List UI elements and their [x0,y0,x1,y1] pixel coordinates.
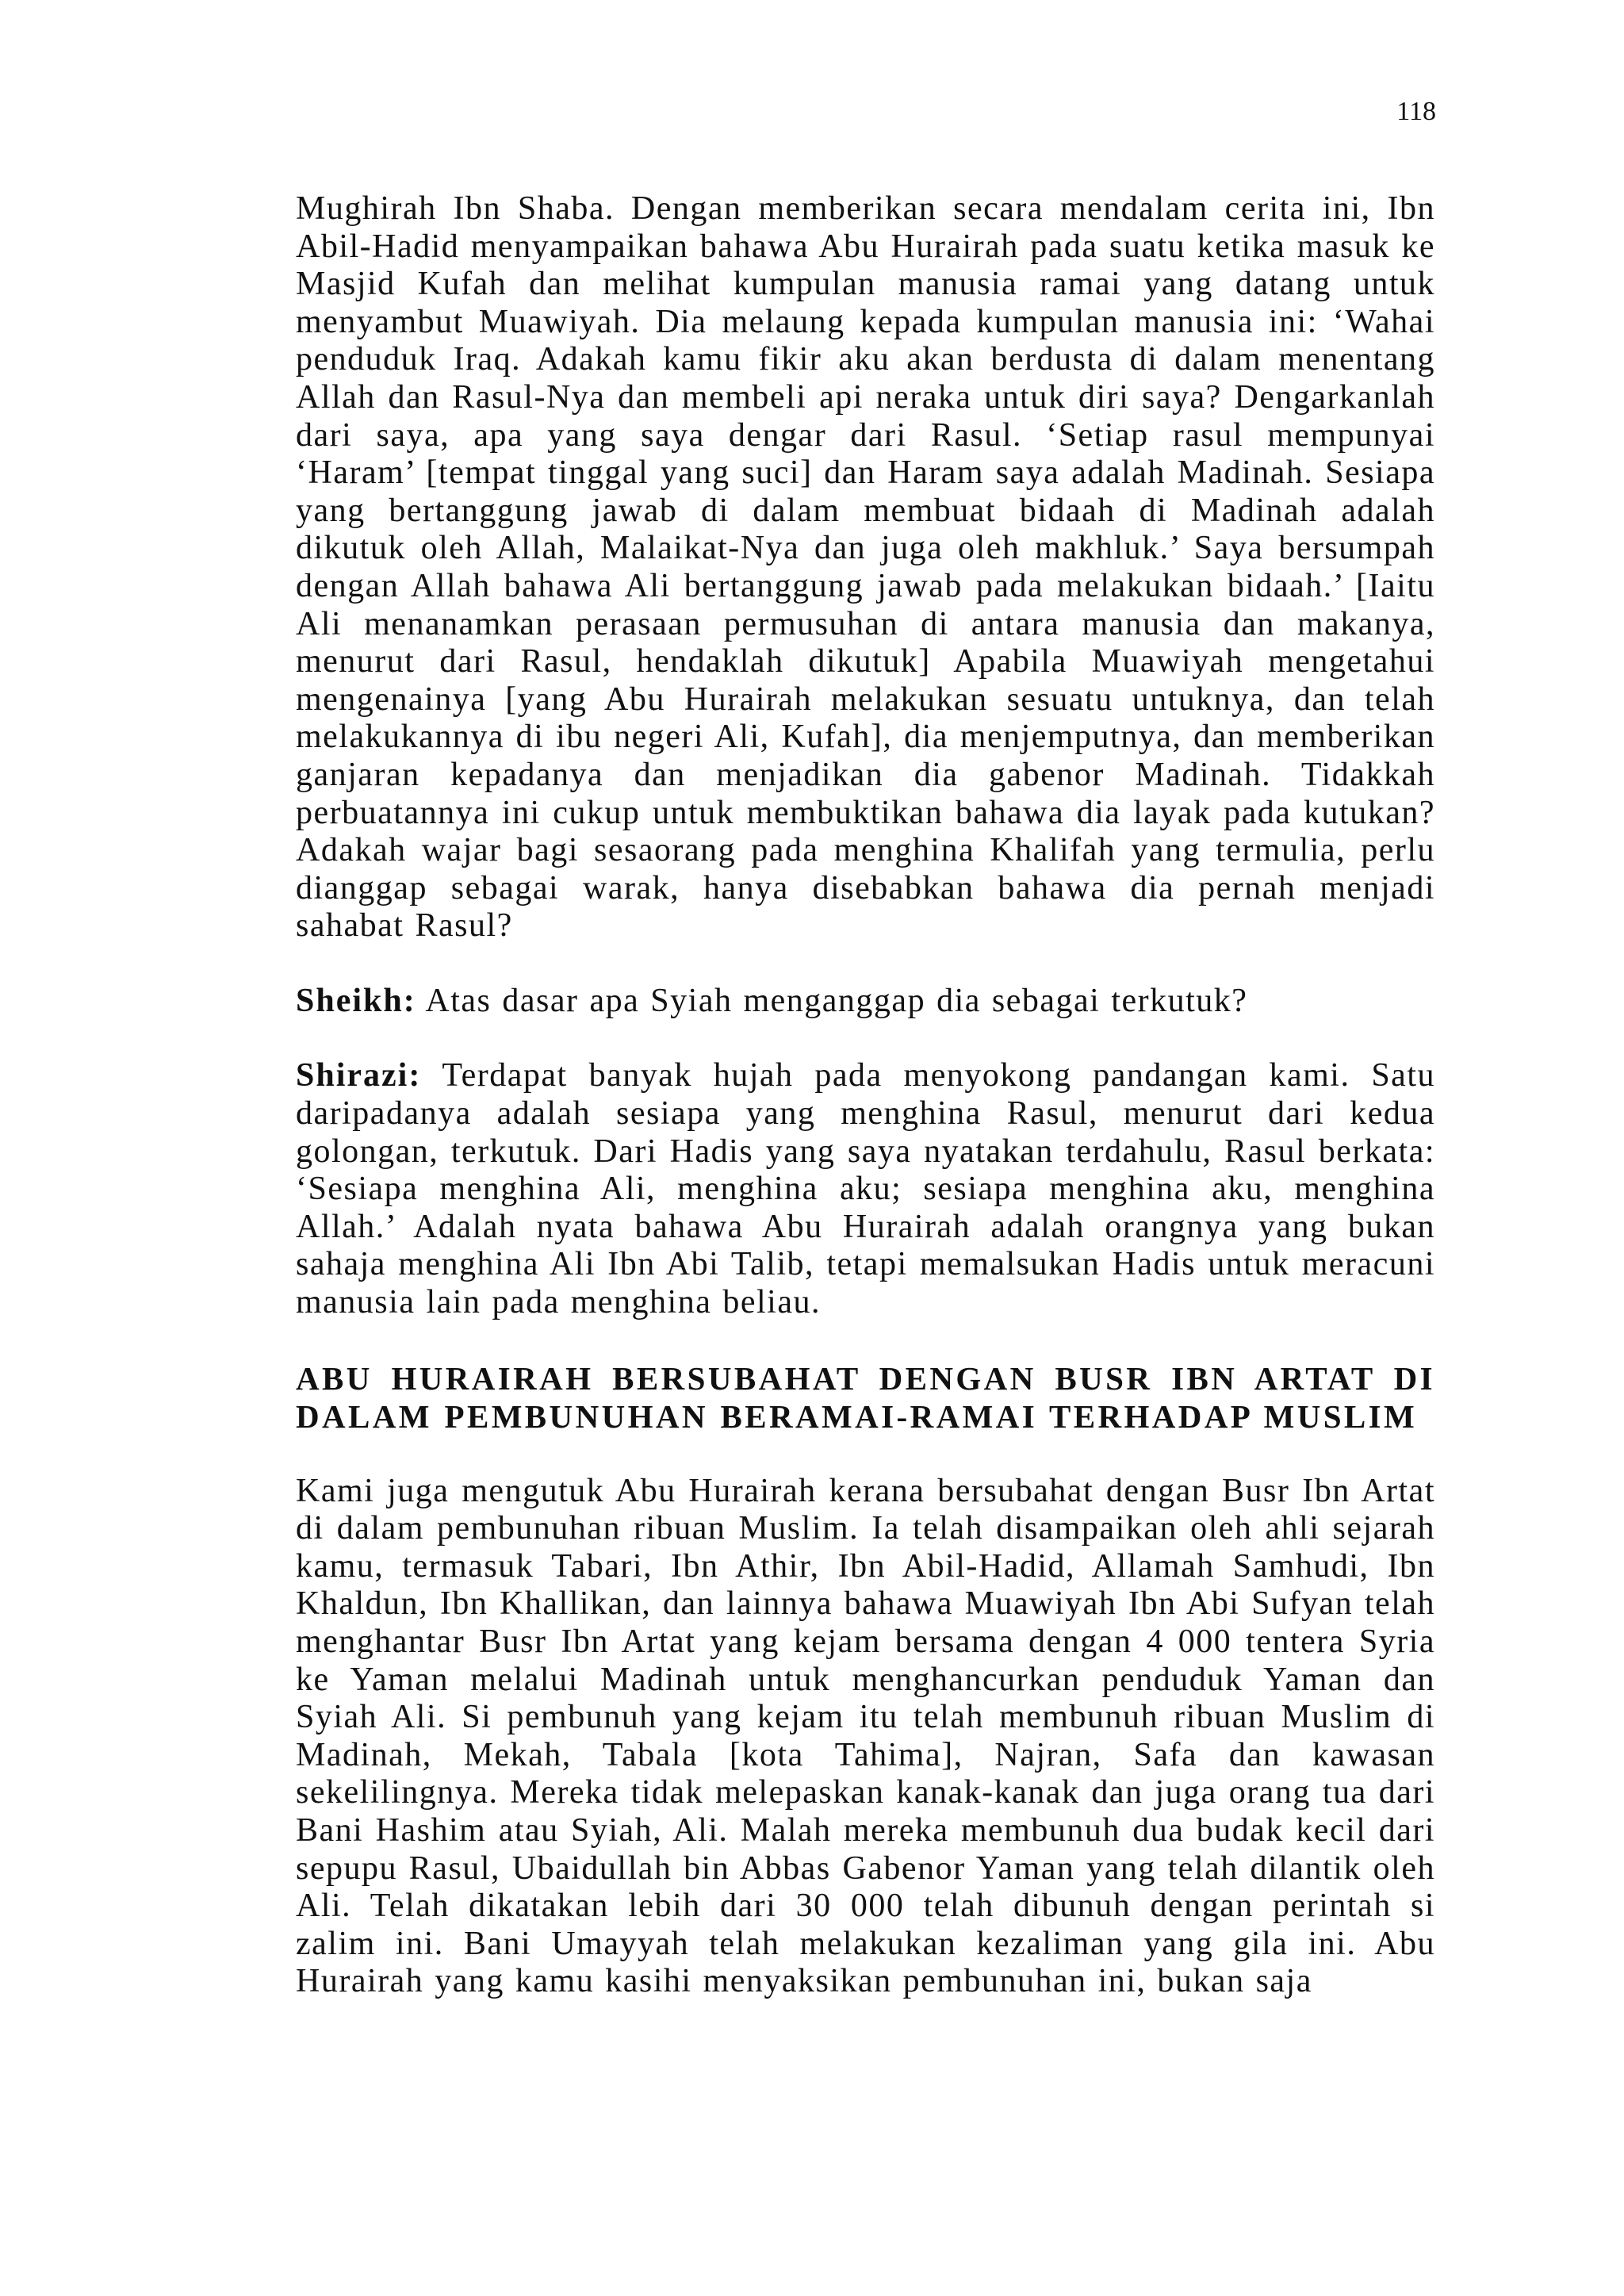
shirazi-answer-text: Terdapat banyak hujah pada menyokong pandangan kami. Satu daripadanya adalah sesiapa yang menghina Rasul, menurut dari kedua golongan, terkutuk. Dari Hadis yang saya nyatakan terdahulu, Rasul berkata: ‘Sesiapa menghina Ali, menghina aku; sesiapa menghina aku, menghina Allah.’ Adalah nyata bahawa Abu Hurairah adalah orangnya yang bukan sahaja menghina Ali Ibn Abi Talib, tetapi memalsukan Hadis untuk meracuni manusia lain pada menghina beliau. [296,1057,1435,1321]
paragraph-busr-ibn-artat: Kami juga mengutuk Abu Hurairah kerana bersubahat dengan Busr Ibn Artat di dalam pembunuhan ribuan Muslim. Ia telah disampaikan oleh ahli sejarah kamu, termasuk Tabari, Ibn Athir, Ibn Abil-Hadid, Allamah Samhudi, Ibn Khaldun, Ibn Khallikan, dan lainnya bahawa Muawiyah Ibn Abi Sufyan telah menghantar Busr Ibn Artat yang kejam bersama dengan 4 000 tentera Syria ke Yaman melalui Madinah untuk menghancurkan penduduk Yaman dan Syiah Ali. Si pembunuh yang kejam itu telah membunuh ribuan Muslim di Madinah, Mekah, Tabala [kota Tahima], Najran, Safa dan kawasan sekelilingnya. Mereka tidak melepaskan kanak-kanak dan juga orang tua dari Bani Hashim atau Syiah, Ali. Malah mereka membunuh dua budak kecil dari sepupu Rasul, Ubaidullah bin Abbas Gabenor Yaman yang telah dilantik oleh Ali. Telah dikatakan lebih dari 30 000 telah dibunuh dengan perintah si zalim ini. Bani Umayyah telah melakukan kezaliman yang gila ini. Abu Hurairah yang kamu kasihi menyaksikan pembunuhan ini, bukan saja [296,1472,1435,2000]
page-number: 118 [1396,97,1436,126]
sheikh-question [296,983,1435,1021]
speaker-label-shirazi: Shirazi: [296,1057,422,1094]
paragraph-mughirah: Mughirah Ibn Shaba. Dengan memberikan secara mendalam cerita ini, Ibn Abil-Hadid menyampaikan bahawa Abu Hurairah pada suatu ketika masuk ke Masjid Kufah dan melihat kumpulan manusia ramai yang datang untuk menyambut Muawiyah. Dia melaung kepada kumpulan manusia ini: ‘Wahai penduduk Iraq. Adakah kamu fikir aku akan berdusta di dalam menentang Allah dan Rasul-Nya dan membeli api neraka untuk diri saya? Dengarkanlah dari saya, apa yang saya dengar dari Rasul. ‘Setiap rasul mempunyai ‘Haram’ [tempat tinggal yang suci] dan Haram saya adalah Madinah. Sesiapa yang bertanggung jawab di dalam membuat bidaah di Madinah adalah dikutuk oleh Allah, Malaikat-Nya dan juga oleh makhluk.’ Saya bersumpah dengan Allah bahawa Ali bertanggung jawab pada melakukan bidaah.’ [Iaitu Ali menanamkan perasaan permusuhan di antara manusia dan makanya, menurut dari Rasul, hendaklah dikutuk] Apabila Muawiyah mengetahui mengenainya [yang Abu Hurairah melakukan sesuatu untuknya, dan telah melakukannya di ibu negeri Ali, Kufah], dia menjemputnya, dan memberikan ganjaran kepadanya dan menjadikan dia gabenor Madinah. Tidakkah perbuatannya ini cukup untuk membuktikan bahawa dia layak pada kutukan? Adakah wajar bagi sesaorang pada menghina Khalifah yang termulia, perlu dianggap sebagai warak, hanya disebabkan bahawa dia pernah menjadi sahabat Rasul? [296,190,1435,945]
shirazi-answer [296,1057,1435,1321]
speaker-label-sheikh: Sheikh: [296,982,416,1019]
section-heading: ABU HURAIRAH BERSUBAHAT DENGAN BUSR IBN ARTAT DI DALAM PEMBUNUHAN BERAMAI-RAMAI TERHADAP MUSLIM [296,1359,1435,1435]
page-body [296,190,1435,2038]
sheikh-question-text: Atas dasar apa Syiah menganggap dia sebagai terkutuk? [416,982,1248,1019]
